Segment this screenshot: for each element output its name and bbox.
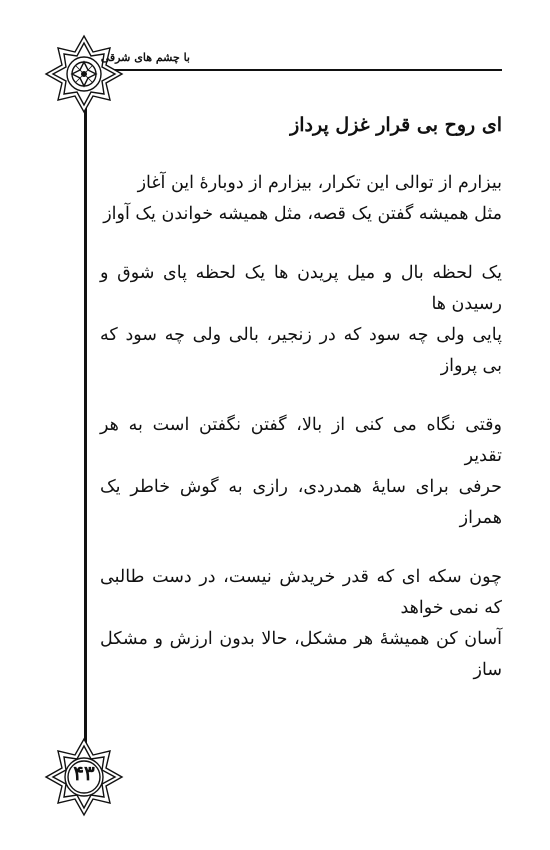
margin-rule bbox=[84, 75, 87, 773]
poem-line: وقتی نگاه می کنی از بالا، گفتن نگفتن است به هر تقدیر bbox=[100, 415, 502, 466]
rosette-ornament-top bbox=[44, 34, 124, 114]
poem-line: پایی ولی چه سود که در زنجیر، بالی ولی چه سود که بی پرواز bbox=[100, 325, 502, 376]
poem-title: ای روح بی قرار غزل پرداز bbox=[290, 114, 502, 136]
page-number: ۴۳ bbox=[73, 761, 95, 785]
stanza bbox=[100, 258, 502, 382]
poem-line: مثل همیشه گفتن یک قصه، مثل همیشه خواندن یک آواز bbox=[103, 204, 502, 224]
poem-content bbox=[100, 110, 502, 714]
poem-line: چون سکه ای که قدر خریدش نیست، در دست طالبی که نمی خواهد bbox=[100, 567, 502, 618]
poem-line: حرفی برای سایهٔ همدردی، رازی به گوش خاطر یک همراز bbox=[100, 477, 502, 528]
header-rule bbox=[84, 69, 502, 71]
poem-line: بیزارم از توالی این تکرار، بیزارم از دوبارهٔ این آغاز bbox=[137, 173, 502, 193]
running-header-title: با چشم های شرقی bbox=[100, 51, 190, 64]
stanza bbox=[100, 562, 502, 686]
stanza bbox=[100, 168, 502, 230]
poem-line: آسان کن همیشهٔ هر مشکل، حالا بدون ارزش و مشکل ساز bbox=[100, 629, 502, 680]
poem-line: یک لحظه بال و میل پریدن ها یک لحظه پای شوق و رسیدن ها bbox=[100, 263, 502, 314]
stanza bbox=[100, 410, 502, 534]
